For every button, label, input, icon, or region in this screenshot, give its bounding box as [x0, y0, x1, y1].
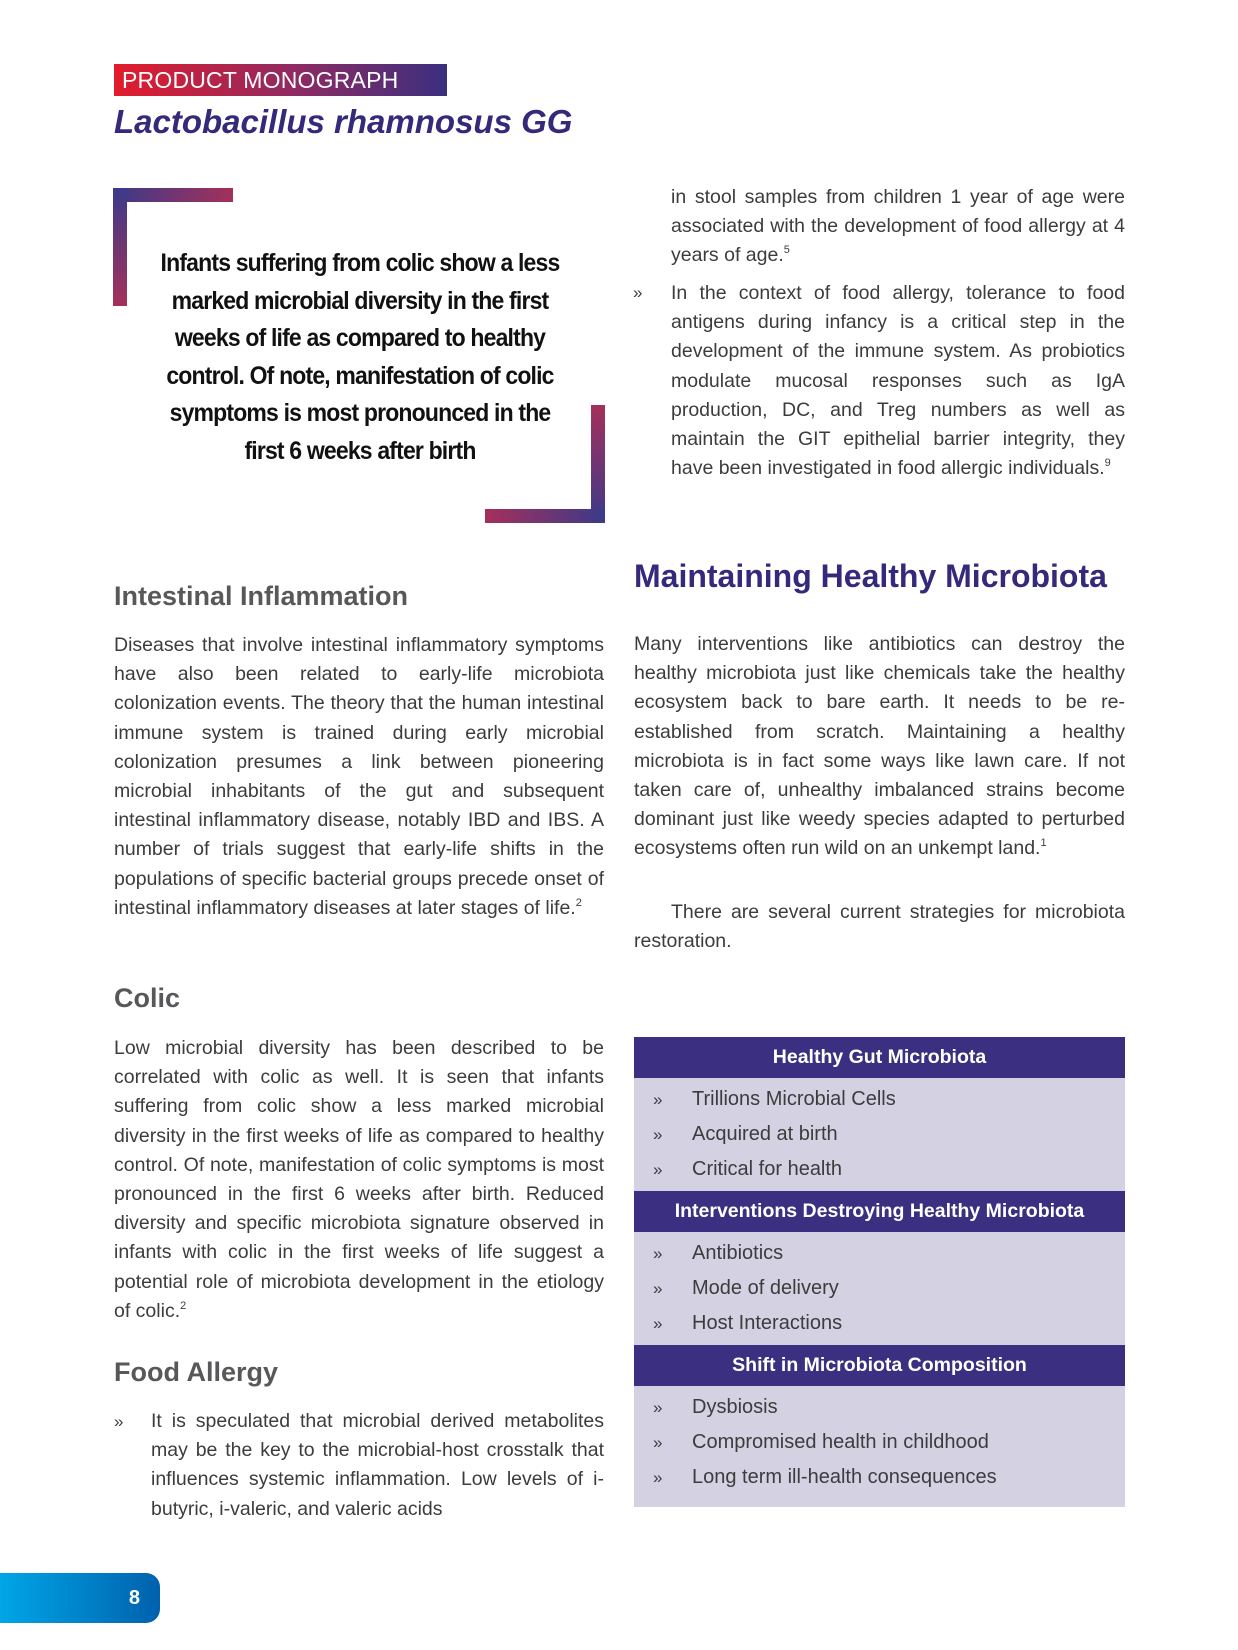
maintaining-paragraph-1: Many interventions like antibiotics can destroy the healthy microbiota just like chemicals take the healthy ecosystem back to bare earth. It needs to be re-established from scratch. Maintaining a healthy microbiota is in fact some ways like lawn care. If not taken care of, unhealthy imbalanced strains become dominant just like weedy species adapted to perturbed ecosystems often run wild on an unkempt land.$^1$	[634, 633, 1125, 860]
page-number: 8	[128, 1587, 140, 1609]
panel-header-shift-composition: Shift in Microbiota Composition	[634, 1345, 1125, 1386]
bullet-icon: »	[653, 1160, 663, 1179]
bullet-icon: »	[653, 1468, 663, 1487]
section-heading-maintaining-healthy-microbiota: Maintaining Healthy Microbiota	[634, 558, 1107, 594]
list-item: » Critical for health	[634, 1152, 1125, 1187]
intestinal-inflammation-body: Diseases that involve intestinal inflammatory symptoms have also been related to early-life microbiota colonization events. The theory that the human intestinal immune system is trained during early microbial colonization presumes a link between pioneering microbial inhabitants of the gut and subsequent intestinal inflammatory disease, notably IBD and IBS. A number of trials suggest that early-life shifts in the populations of specific bacterial groups precede onset of intestinal inflammatory diseases at later stages of life.$^2$	[114, 634, 604, 919]
reference-marker: 9	[1104, 457, 1111, 470]
bullet-icon: »	[653, 1314, 663, 1333]
bullet-icon: »	[653, 1398, 663, 1417]
section-heading-intestinal-inflammation: Intestinal Inflammation	[114, 581, 409, 611]
panel-header-healthy-gut: Healthy Gut Microbiota	[634, 1037, 1125, 1078]
food-allergy-bullet-1: It is speculated that microbial derived metabolites may be the key to the microbial-host crosstalk that influences systemic inflammation. Low levels of i-butyric, i-valeric, and valeric acids	[151, 1410, 604, 1520]
document-kicker: PRODUCT MONOGRAPH	[114, 64, 447, 96]
list-item: » Trillions Microbial Cells	[634, 1082, 1125, 1117]
bullet-icon: »	[633, 283, 643, 302]
microbiota-summary-panel	[634, 1037, 1125, 1507]
section-heading-colic: Colic	[114, 983, 181, 1013]
colic-body: Low microbial diversity has been described to be correlated with colic as well. It is seen that infants suffering from colic show a less marked microbial diversity in the first weeks of life as compared to healthy control. Of note, manifestation of colic symptoms is most pronounced in the first 6 weeks after birth. Reduced diversity and specific microbiota signature observed in infants with colic in the first weeks of life suggest a potential role of microbiota development in the etiology of colic.$^2$	[114, 1037, 604, 1322]
bullet-icon: »	[653, 1279, 663, 1298]
list-item: » Mode of delivery	[634, 1271, 1125, 1306]
list-item: » Host Interactions	[634, 1306, 1125, 1341]
bullet-icon: »	[653, 1244, 663, 1263]
food-allergy-continuation: in stool samples from children 1 year of age were associated with the development of food allergy at 4 years of age.$^5$	[671, 186, 1125, 267]
list-item: » Antibiotics	[634, 1236, 1125, 1271]
list-item: » Compromised health in childhood	[634, 1425, 1125, 1460]
reference-marker: 5	[783, 244, 790, 257]
panel-list-shift-composition	[634, 1386, 1125, 1507]
quote-bracket-top-left	[113, 188, 233, 202]
bullet-icon: »	[653, 1433, 663, 1452]
reference-marker: 2	[575, 896, 582, 909]
bullet-icon: »	[114, 1412, 124, 1431]
pull-quote-text: Infants suffering from colic show a less marked microbial diversity in the first weeks of life as compared to healthy control. Of note, manifestation of colic symptoms is most pronounced in the first 6 weeks after birth	[160, 249, 560, 465]
food-allergy-bullet-2: In the context of food allergy, tolerance to food antigens during infancy is a critical step in the development of the immune system. As probiotics modulate mucosal responses such as IgA production, DC, and Treg numbers as well as maintain the GIT epithelial barrier integrity, they have been investigated in food allergic individuals.$^9$	[671, 282, 1125, 480]
panel-list-healthy-gut	[634, 1078, 1125, 1191]
page-number-tab	[0, 1573, 160, 1623]
panel-header-interventions: Interventions Destroying Healthy Microbiota	[634, 1191, 1125, 1232]
quote-bracket-bottom-right	[485, 509, 605, 523]
bullet-icon: »	[653, 1090, 663, 1109]
quote-bracket-top-left-vertical	[113, 188, 127, 306]
list-item: » Dysbiosis	[634, 1390, 1125, 1425]
bullet-icon: »	[653, 1125, 663, 1144]
reference-marker: 2	[180, 1299, 187, 1312]
quote-bracket-bottom-right-vertical	[591, 405, 605, 523]
list-item: » Long term ill-health consequences	[634, 1460, 1125, 1495]
document-title: Lactobacillus rhamnosus GG	[114, 103, 573, 140]
reference-marker: 1	[1040, 837, 1047, 850]
section-heading-food-allergy: Food Allergy	[114, 1357, 279, 1387]
maintaining-paragraph-2: There are several current strategies for microbiota restoration.	[634, 901, 1125, 953]
panel-list-interventions	[634, 1232, 1125, 1345]
list-item: » Acquired at birth	[634, 1117, 1125, 1152]
